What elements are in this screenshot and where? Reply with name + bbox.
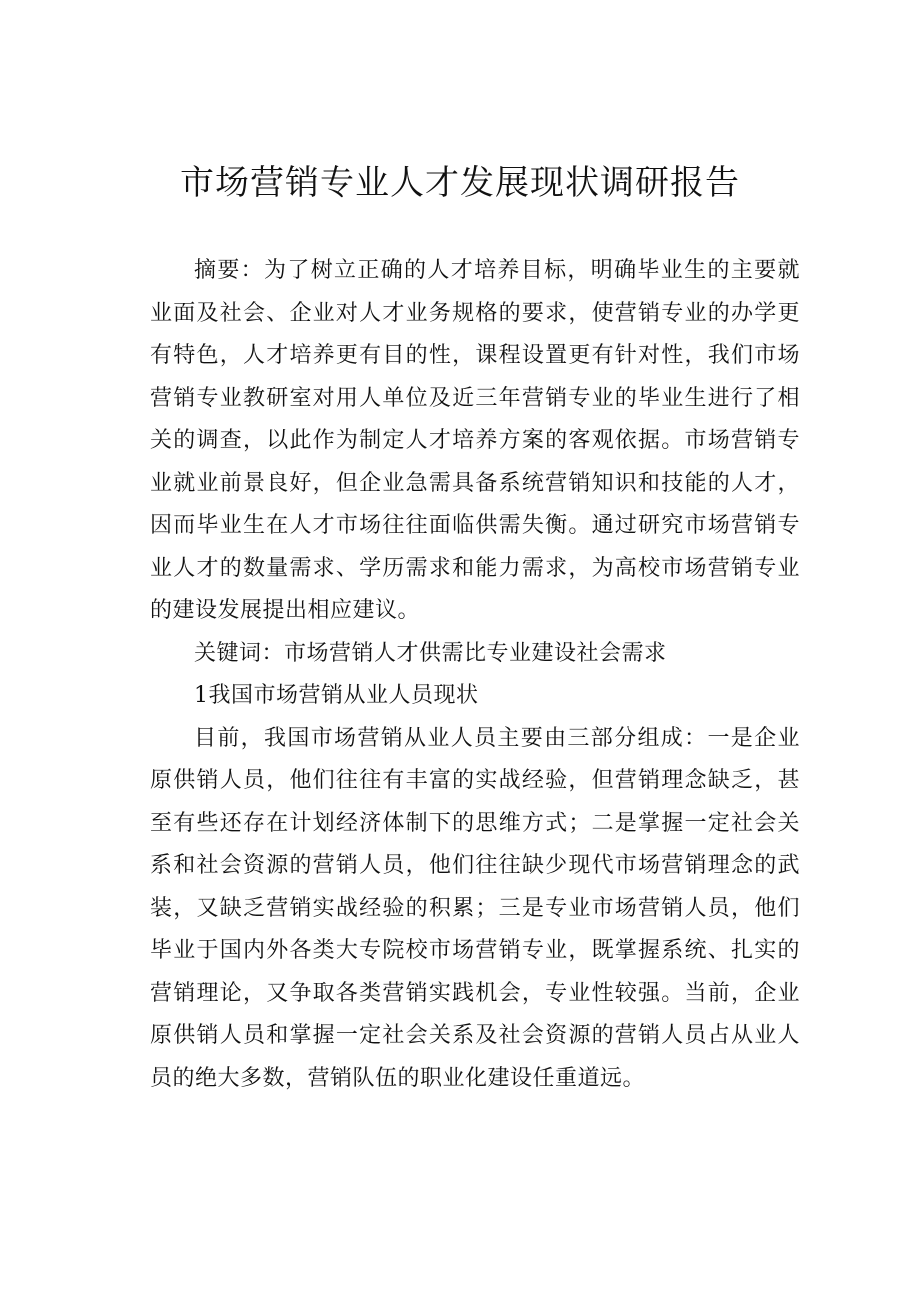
- section-paragraph: 目前，我国市场营销从业人员主要由三部分组成：一是企业原供销人员，他们往往有丰富的实战经验，但营销理念缺乏，甚至有些还存在计划经济体制下的思维方式；二是掌握一定社会关系和社会资源的营销人员，他们往往缺少现代市场营销理念的武装，又缺乏营销实战经验的积累；三是专业市场营销人员，他们毕业于国内外各类大专院校市场营销专业，既掌握系统、扎实的营销理论，又争取各类营销实践机会，专业性较强。当前，企业原供销人员和掌握一定社会关系及社会资源的营销人员占从业人员的绝大多数，营销队伍的职业化建设任重道远。: [150, 725, 800, 1091]
- document-title: 市场营销专业人才发展现状调研报告: [180, 163, 740, 203]
- document-body: [150, 250, 800, 1100]
- keywords-line: 关键词：市场营销人才供需比专业建设社会需求: [194, 640, 667, 666]
- abstract-paragraph: 摘要：为了树立正确的人才培养目标，明确毕业生的主要就业面及社会、企业对人才业务规格的要求，使营销专业的办学更有特色，人才培养更有目的性，课程设置更有针对性，我们市场营销专业教研室对用人单位及近三年营销专业的毕业生进行了相关的调查，以此作为制定人才培养方案的客观依据。市场营销专业就业前景良好，但企业急需具备系统营销知识和技能的人才，因而毕业生在人才市场往往面临供需失衡。通过研究市场营销专业人才的数量需求、学历需求和能力需求，为高校市场营销专业的建设发展提出相应建议。: [150, 258, 800, 623]
- section-heading: 1我国市场营销从业人员现状: [194, 683, 479, 708]
